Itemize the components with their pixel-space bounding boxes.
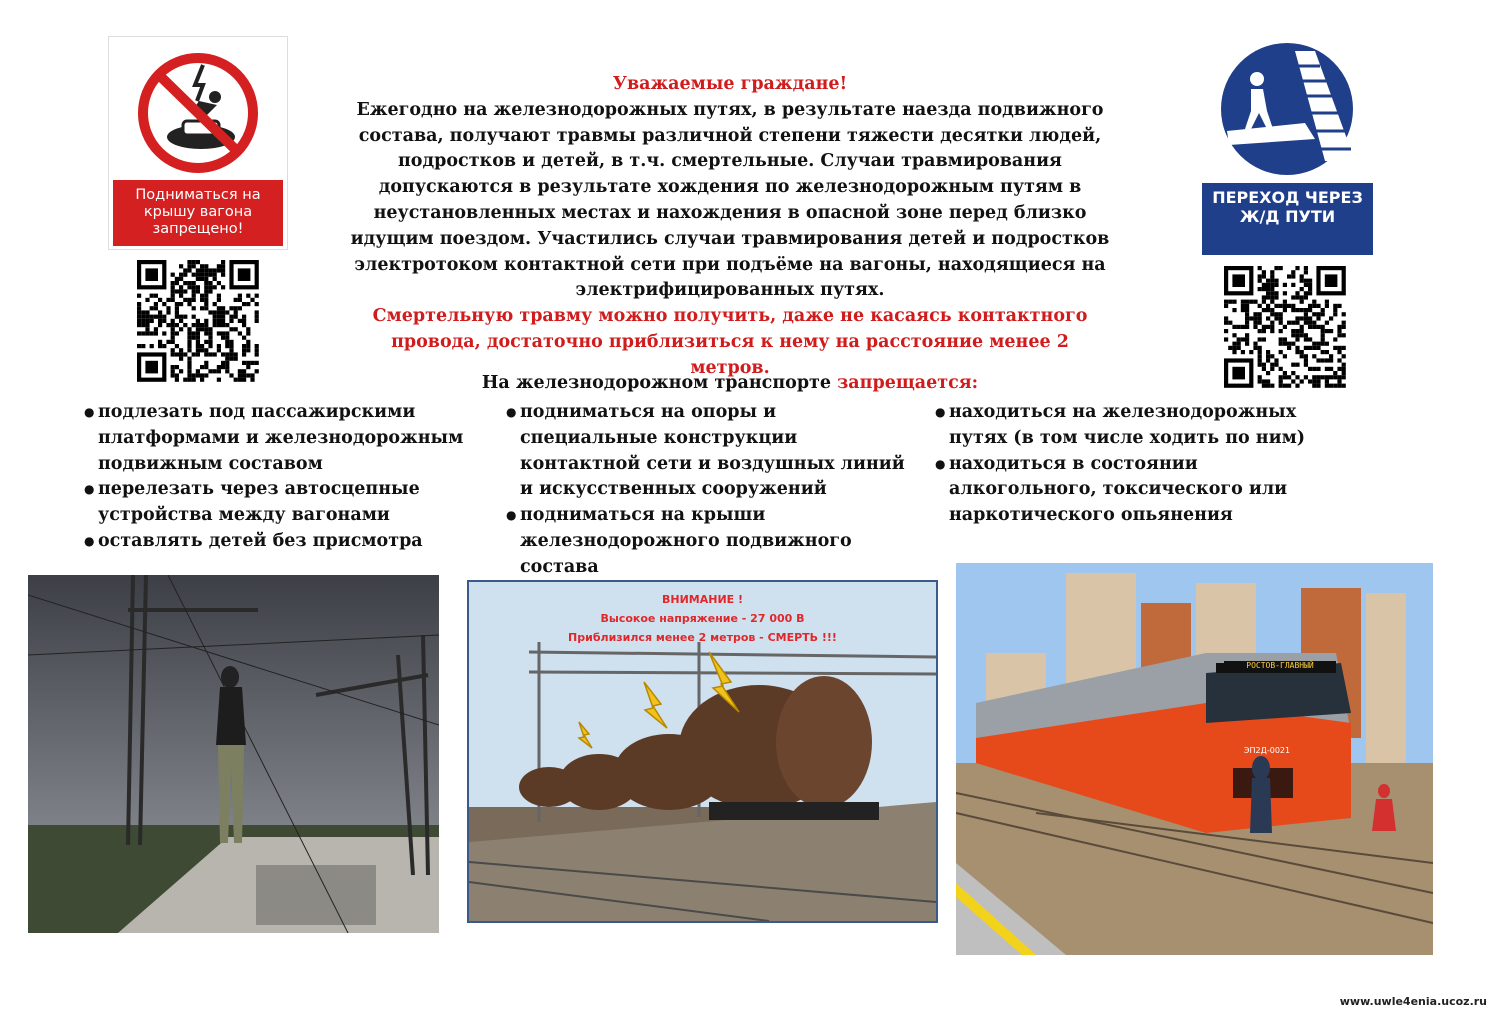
list-item: ● подлезать под пассажирскими платформами и железнодорожным подвижным составом — [86, 400, 466, 477]
greeting: Уважаемые граждане! — [612, 74, 848, 94]
prohibited-list-1 — [86, 400, 466, 555]
qr-code-left[interactable] — [137, 260, 259, 388]
sign-caption: ПЕРЕХОД ЧЕРЕЗ Ж/Д ПУТИ — [1202, 183, 1373, 255]
list-item: ● подниматься на опоры и специальные конструкции контактной сети и воздушных линий и искусственных сооружений — [508, 400, 908, 503]
prohibited-heading — [350, 373, 1110, 393]
intro-body: Ежегодно на железнодорожных путях, в результате наезда подвижного состава, получают травмы различной степени тяжести десятки людей, подростков и детей, в т.ч. смертельные. Случаи травмирования допускаются в результате хождения по железнодорожным путям в неустановленных местах и нахождения в опасной зоне перед близко идущим поездом. Участились случаи травмирования детей и подростков электротоком контактной сети при подъёме на вагоны, находящиеся на электрифицированных путях. — [350, 99, 1110, 301]
list-item: ● подниматься на крыши железнодорожного подвижного состава — [508, 503, 908, 580]
intro-text — [350, 72, 1110, 382]
pedestrian-crossing-icon — [1205, 41, 1370, 179]
crossing-sign — [1202, 41, 1373, 255]
photo-tank-train — [467, 580, 938, 923]
danger-caption — [469, 590, 936, 647]
qr-code-right[interactable] — [1224, 266, 1346, 394]
photo-commuter-train — [956, 563, 1433, 955]
no-climbing-sign — [108, 36, 288, 250]
intro-warning: Смертельную травму можно получить, даже не касаясь контактного провода, достаточно приблизиться к нему на расстояние менее 2 метров. — [372, 306, 1088, 378]
prohibited-list-2 — [508, 400, 908, 581]
prohibited-word: запрещается: — [837, 373, 979, 393]
prohibited-lead: На железнодорожном транспорте — [481, 373, 832, 393]
caption-line: ВНИМАНИЕ ! — [661, 593, 744, 606]
caption-line: Приблизился менее 2 метров - СМЕРТЬ !!! — [568, 631, 837, 644]
train-number: ЭП2Д-0021 — [1243, 746, 1291, 755]
prohibition-icon — [131, 51, 265, 175]
train-destination-display: РОСТОВ-ГЛАВНЫЙ — [1224, 661, 1336, 670]
caption-line: Высокое напряжение - 27 000 В — [600, 612, 805, 625]
list-item: ● перелезать через автосцепные устройства между вагонами — [86, 477, 466, 529]
watermark: www.uwle4enia.ucoz.ru — [1339, 995, 1487, 1008]
photo-roof-climber — [28, 575, 439, 933]
list-item: ● находиться на железнодорожных путях (в том числе ходить по ним) — [937, 400, 1317, 452]
list-item: ● находиться в состоянии алкогольного, токсического или наркотического опьянения — [937, 452, 1317, 529]
prohibited-list-3 — [937, 400, 1317, 529]
sign-caption: Подниматься на крышу вагона запрещено! — [113, 180, 283, 246]
list-item: ● оставлять детей без присмотра — [86, 529, 466, 555]
